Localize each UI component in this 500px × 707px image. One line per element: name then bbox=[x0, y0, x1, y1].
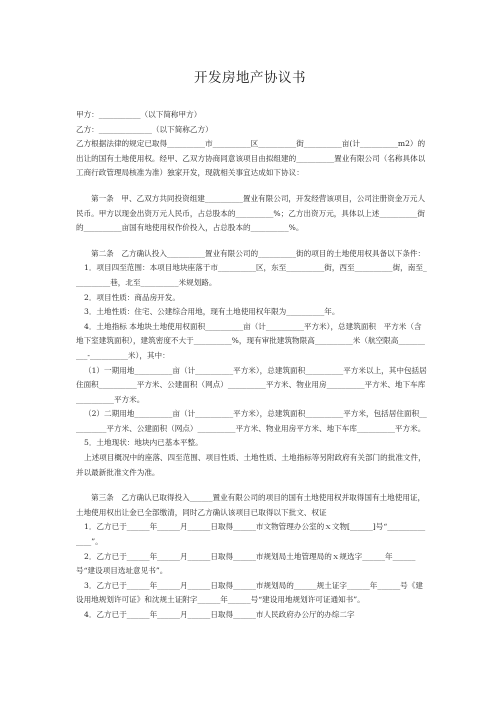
document-body bbox=[76, 108, 428, 623]
article-2-head: 第二条 乙方确认投入__________置业有限公司的__________街的项目的土地使用权具备以下条件： bbox=[91, 248, 426, 258]
article-2-item-1: 1．项目四至范围：本项目地块座落于市__________区，东至__________街，西至__________街，南至__________巷，北至__________米规划路。 bbox=[76, 263, 427, 287]
party-b-line: 乙方：______________（以下简称乙方） bbox=[76, 124, 213, 134]
article-3-item-4: 4．乙方已于______年______月______日取得______市人民政府办公厅的办综二字 bbox=[84, 610, 355, 619]
article-3-head: 第三条 乙方确认已取得投入______置业有限公司的项目的国有土地使用权并取得国有土地使用证，土地使用权出让金已全部缴清，同时乙方确认该项目已取得以下批文、权证 bbox=[76, 493, 426, 517]
article-2-item-4-2: （2）二期用地__________亩（计__________平方米），总建筑面积__________平方米，包括居住面积__________平方米、公建面积（网点）__________平方米、物业用房平方米、地下车库__________平方米。 bbox=[76, 409, 427, 433]
article-2-item-4-1: （1）一期用地__________亩（计__________平方米），总建筑面积__________平方米以上，其中包括居住面积__________平方米、公建面积（网点）__________平方米、物业用房__________平方米、地下车库__________平方米。 bbox=[76, 365, 427, 404]
article-2-item-4: 4．土地指标 本地块土地使用权面积__________亩（计__________平方米），总建筑面积 平方米（含地下室建筑面积），建筑密度不大于__________%，现有审批建筑物限高__________米（航空限高__________-__________米），其中： bbox=[76, 321, 425, 360]
preamble-paragraph: 乙方根据法律的规定已取得__________市__________区__________街__________亩(计__________m2）的出让的国有土地使用权。经甲、乙双方协商同意该项目由拟组建的__________置业有限公司（名称具体以工商行政管理局核准为准）独家开发，现就相关事宜达成如下协议： bbox=[76, 139, 426, 178]
article-3-item-1: 1．乙方已于______年______月______日取得______市文物管理办公室的ｘ文物[______]号“______________”。 bbox=[76, 522, 426, 547]
article-2-note: 上述项目概况中的座落、四至范围、项目性质、土地性质、土地指标等另附政府有关部门的批准文件，并以最新批准文件为准。 bbox=[76, 453, 426, 477]
article-3-item-3: 3．乙方已于______年______月______日取得______市规划局的______规土证字______年______号《建设用地规划许可证》和沈规土证附字______年______号“建设用地规划许可证通知书”。 bbox=[76, 580, 423, 605]
article-2-item-3: 3．土地性质：住宅、公建综合用地，现有土地使用权年限为__________年。 bbox=[84, 307, 340, 317]
document-title: 开发房地产协议书 bbox=[194, 70, 306, 86]
article-1: 第一条 甲、乙双方共同投资组建__________置业有限公司，开发经营该项目，公司注册资金万元人民币。甲方以现金出资万元人民币，占总股本的__________%；乙方出资万元，具体以上述__________街的__________亩国有地使用权作价投入，占总股本的__________%。 bbox=[76, 193, 426, 233]
article-3-item-2: 2．乙方已于______年______月______日取得______市规划局土地管理局的ｘ规选字______年______号“建设项目选址意见书”。 bbox=[76, 551, 416, 576]
party-a-line: 甲方：___________（以下简称甲方） bbox=[76, 110, 202, 119]
article-2-item-2: 2．项目性质：商品房开发。 bbox=[84, 292, 180, 302]
article-2-item-5: 5．土地现状：地块内已基本平整。 bbox=[84, 438, 203, 448]
